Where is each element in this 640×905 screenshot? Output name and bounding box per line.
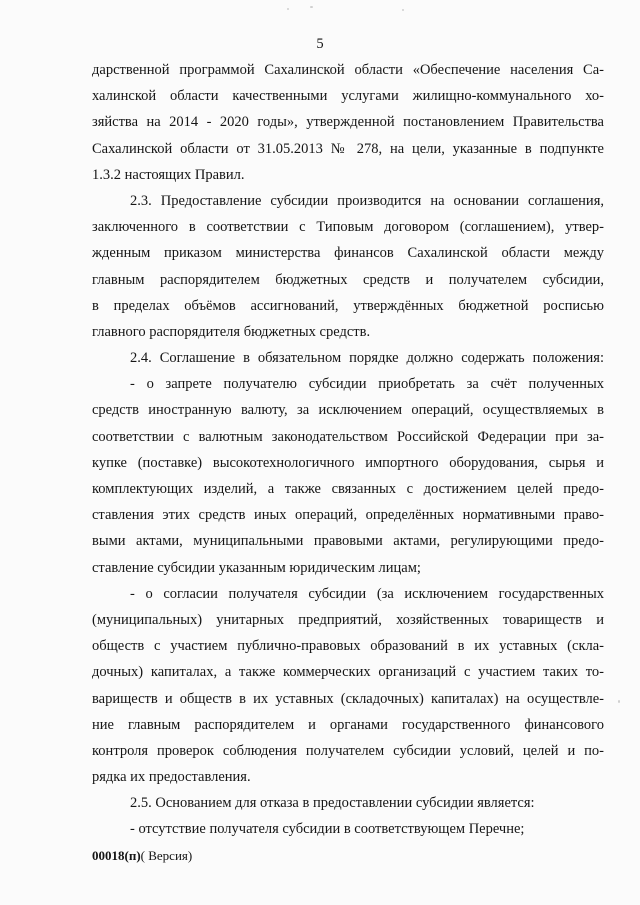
text-line: обществ с участием публично-правовых образований в их уставных (скла- (92, 638, 604, 655)
text-line: 2.3. Предоставление субсидии производится на основании соглашения, (130, 192, 604, 209)
text-line: контроля проверок соблюдения получателем субсидии условий, целей и по- (92, 742, 604, 759)
text-line: дарственной программой Сахалинской области «Обеспечение населения Са- (92, 62, 604, 78)
text-line: выми актами, муниципальными правовыми актами, регулирующими предо- (92, 533, 604, 550)
text-line: 1.3.2 настоящих Правил. (92, 166, 245, 183)
document-code: 00018(п) (92, 848, 141, 863)
text-line: (муниципальных) унитарных предприятий, хозяйственных товариществ и (92, 611, 604, 628)
text-line: заключенного в соответствии с Типовым договором (соглашением), утвер- (92, 219, 604, 236)
text-line: дочных) капиталах, а также коммерческих организаций с участием таких то- (92, 664, 604, 681)
text-line: купке (поставке) высокотехнологичного импортного оборудования, сырья и (92, 454, 604, 471)
text-line: халинской области качественными услугами жилищно-коммунального хо- (92, 88, 604, 105)
document-body (92, 57, 604, 843)
scan-speck (287, 8, 289, 10)
text-line: главного распорядителя бюджетных средств. (92, 323, 371, 340)
document-version: ( Версия) (140, 848, 193, 863)
text-line: - отсутствие получателя субсидии в соответствующем Перечне; (130, 821, 525, 838)
text-line: в пределах объёмов ассигнований, утверждённых бюджетной росписью (92, 297, 604, 314)
text-line: комплектующих изделий, а также связанных с достижением целей предо- (92, 481, 604, 497)
text-line: 2.4. Соглашение в обязательном порядке должно содержать положения: (130, 350, 604, 367)
text-line: ставления этих средств иных операций, определённых нормативными право- (92, 507, 604, 524)
text-line: ставление субсидии указанным юридическим лицам; (92, 559, 421, 576)
text-line: зяйства на 2014 - 2020 годы», утвержденной постановлением Правительства (92, 114, 604, 131)
text-line: ние главным распорядителем и органами государственного финансового (92, 716, 604, 733)
text-line: 2.5. Основанием для отказа в предоставлении субсидии является: (130, 795, 535, 812)
text-line: вариществ и обществ в их уставных (складочных) капиталах) на осуществле- (92, 690, 604, 707)
scan-speck (310, 6, 313, 8)
text-line: рядка их предоставления. (92, 769, 251, 786)
text-line: главным распорядителем бюджетных средств и получателем субсидии, (92, 271, 604, 288)
page-footer (92, 848, 192, 864)
text-line: соответствии с валютным законодательством Российской Федерации при за- (92, 428, 604, 445)
scan-speck (402, 9, 404, 11)
text-line: - о согласии получателя субсидии (за исключением государственных (130, 585, 604, 602)
text-line: Сахалинской области от 31.05.2013 № 278, на цели, указанные в подпункте (92, 140, 604, 157)
page-number: 5 (316, 36, 324, 52)
scan-speck (618, 700, 620, 703)
text-line: - о запрете получателю субсидии приобретать за счёт полученных (130, 376, 604, 393)
text-line: средств иностранную валюту, за исключением операций, осуществляемых в (92, 402, 604, 419)
text-line: жденным приказом министерства финансов Сахалинской области между (92, 245, 604, 262)
